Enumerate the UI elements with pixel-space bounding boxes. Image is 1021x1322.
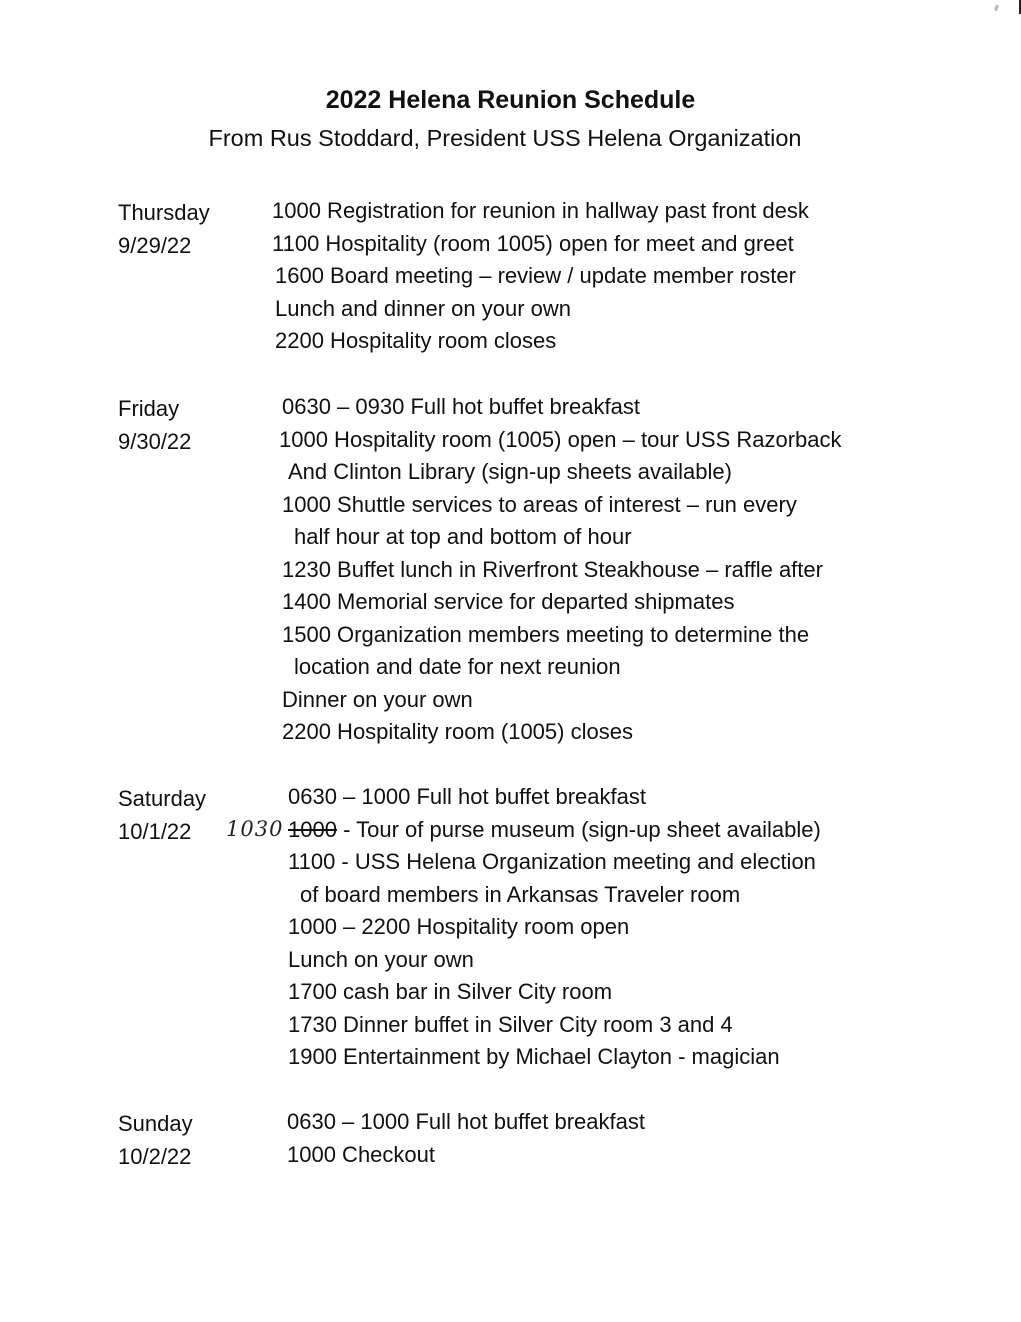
day-saturday (118, 783, 206, 848)
schedule-item-continued: location and date for next reunion (294, 654, 621, 679)
day-name: Sunday (118, 1111, 193, 1136)
schedule-item: 1000 – 2200 Hospitality room open (288, 914, 630, 939)
schedule-item: 1900 Entertainment by Michael Clayton - magician (288, 1044, 780, 1069)
schedule-item: Lunch and dinner on your own (275, 295, 571, 321)
schedule-item: 2200 Hospitality room closes (275, 328, 557, 353)
day-date: 10/2/22 (118, 1143, 192, 1169)
day-name: Saturday (118, 786, 207, 811)
day-sunday (118, 1108, 193, 1173)
day-friday (118, 393, 191, 458)
scan-speck (994, 5, 999, 12)
thursday-items (272, 195, 809, 358)
day-date: 9/30/22 (118, 428, 192, 454)
schedule-item: 0630 – 0930 Full hot buffet breakfast (282, 394, 640, 419)
schedule-item: 1100 Hospitality (room 1005) open for meet and greet (272, 230, 794, 256)
saturday-items (288, 781, 821, 1074)
schedule-item: 2200 Hospitality room (1005) closes (282, 719, 633, 744)
friday-items (279, 391, 842, 749)
schedule-item: 1500 Organization members meeting to determine the (282, 621, 810, 647)
schedule-item-continued: And Clinton Library (sign-up sheets available) (288, 459, 732, 484)
schedule-item-continued: half hour at top and bottom of hour (294, 524, 632, 549)
document-title: 2022 Helena Reunion Schedule (325, 86, 696, 114)
struck-time: 1000 (288, 816, 337, 842)
schedule-item: 1400 Memorial service for departed shipmates (282, 589, 735, 614)
schedule-item-corrected (288, 814, 821, 847)
day-date: 10/1/22 (118, 818, 192, 844)
schedule-item: 1100 - USS Helena Organization meeting and election (288, 849, 816, 874)
document-subtitle: From Rus Stoddard, President USS Helena Organization (208, 125, 802, 151)
schedule-item: 1000 Hospitality room (1005) open – tour USS Razorback (279, 426, 842, 452)
schedule-item: 1000 Registration for reunion in hallway past front desk (272, 198, 809, 223)
schedule-item: 0630 – 1000 Full hot buffet breakfast (287, 1109, 645, 1134)
item-text: - Tour of purse museum (sign-up sheet available) (336, 816, 821, 842)
schedule-item: 1000 Shuttle services to areas of interest – run every (282, 491, 797, 517)
schedule-item: 1730 Dinner buffet in Silver City room 3 and 4 (288, 1011, 733, 1037)
schedule-item: 1000 Checkout (287, 1141, 435, 1167)
schedule-item: 1700 cash bar in Silver City room (288, 979, 613, 1004)
schedule-item: 1600 Board meeting – review / update member roster (275, 263, 796, 288)
schedule-item: 1230 Buffet lunch in Riverfront Steakhouse – raffle after (282, 556, 823, 582)
day-thursday (118, 197, 210, 262)
schedule-item: Dinner on your own (282, 686, 473, 712)
day-name: Thursday (118, 200, 210, 225)
schedule-item-continued: of board members in Arkansas Traveler room (300, 881, 741, 907)
schedule-item: 0630 – 1000 Full hot buffet breakfast (288, 784, 646, 809)
schedule-item: Lunch on your own (288, 946, 474, 972)
handwritten-time-correction: 1030 (226, 817, 284, 841)
sunday-items (287, 1106, 645, 1171)
day-date: 9/29/22 (118, 232, 192, 258)
day-name: Friday (118, 396, 180, 421)
